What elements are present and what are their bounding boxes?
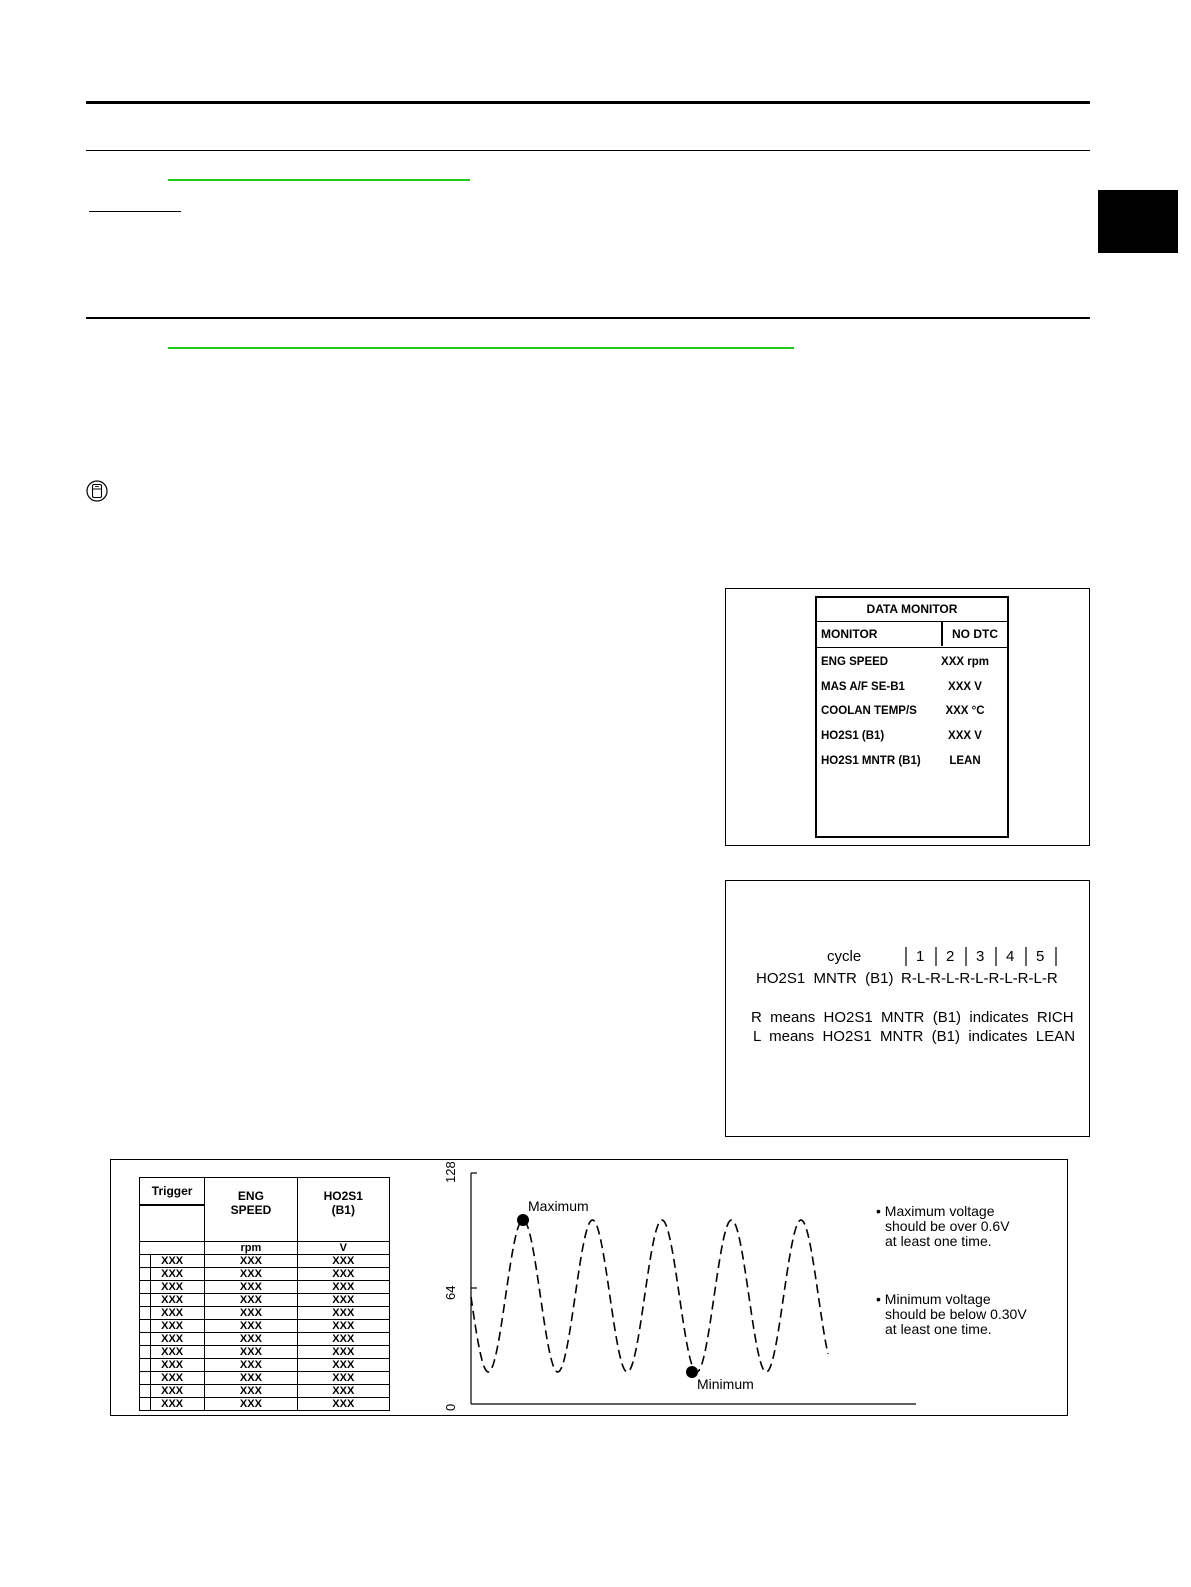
dtc-status: NO DTC (952, 627, 998, 641)
monitor-row (821, 726, 1005, 746)
waveform-plot (440, 1165, 920, 1415)
monitor-item-value: XXX V (948, 730, 982, 742)
cycle-label: cycle (827, 948, 862, 965)
monitor-name: HO2S1 MNTR (B1) (756, 970, 894, 987)
monitor-row (821, 701, 1005, 721)
trigger-unit (140, 1242, 205, 1255)
monitor-item-value: LEAN (949, 755, 981, 767)
table-row (140, 1398, 390, 1411)
monitor-item-value: XXX V (948, 681, 982, 693)
y-tick-label-0: 0 (443, 1403, 458, 1411)
reference-link-2[interactable] (168, 347, 794, 349)
table-cell: XXX (297, 1255, 389, 1268)
trigger-header: Trigger (140, 1178, 205, 1242)
rich-legend: R means HO2S1 MNTR (B1) indicates RICH (751, 1009, 1074, 1026)
max-voltage-note: • Maximum voltage should be over 0.6V at least one time. (876, 1203, 1010, 1249)
note-underline (89, 211, 181, 212)
maximum-label: Maximum (528, 1198, 589, 1214)
connector-icon (86, 480, 108, 502)
minimum-label: Minimum (697, 1376, 754, 1392)
table-cell: XXX (297, 1398, 389, 1411)
table-cell: XXX (205, 1333, 297, 1346)
monitor-row (821, 751, 1005, 771)
table-cell: XXX (205, 1255, 297, 1268)
table-row (140, 1359, 390, 1372)
ho2s1-header: HO2S1 (B1) (297, 1178, 389, 1242)
table-cell: XXX (140, 1385, 205, 1398)
data-monitor-title: DATA MONITOR (817, 598, 1007, 622)
cycle-number: 5 (1036, 948, 1045, 965)
table-cell: XXX (205, 1385, 297, 1398)
table-cell: XXX (297, 1346, 389, 1359)
table-row (140, 1346, 390, 1359)
table-cell: XXX (140, 1281, 205, 1294)
reference-link-1[interactable] (168, 179, 470, 181)
table-row (140, 1333, 390, 1346)
y-tick-label-128: 128 (443, 1161, 458, 1183)
monitor-item-label: COOLAN TEMP/S (821, 705, 917, 717)
table-cell: XXX (205, 1268, 297, 1281)
table-cell: XXX (205, 1294, 297, 1307)
sine-waveform (471, 1220, 828, 1372)
table-cell: XXX (297, 1359, 389, 1372)
table-cell: XXX (140, 1333, 205, 1346)
min-voltage-note: • Minimum voltage should be below 0.30V at least one time. (876, 1291, 1027, 1337)
table-cell: XXX (297, 1333, 389, 1346)
cycle-number: 3 (976, 948, 985, 965)
cycle-number: 1 (916, 948, 925, 965)
volt-unit: V (297, 1242, 389, 1255)
monitor-item-value: XXX °C (945, 705, 985, 717)
table-cell: XXX (297, 1307, 389, 1320)
cycle-number: 2 (946, 948, 955, 965)
table-row (140, 1307, 390, 1320)
section-tab (1098, 190, 1178, 253)
table-cell: XXX (205, 1359, 297, 1372)
data-monitor-screen (815, 596, 1009, 838)
table-cell: XXX (297, 1372, 389, 1385)
table-cell: XXX (140, 1307, 205, 1320)
trigger-table (139, 1177, 390, 1411)
table-cell: XXX (205, 1307, 297, 1320)
monitor-row (821, 652, 1005, 672)
table-cell: XXX (205, 1346, 297, 1359)
table-row (140, 1294, 390, 1307)
table-cell: XXX (297, 1320, 389, 1333)
table-cell: XXX (297, 1385, 389, 1398)
table-cell: XXX (297, 1268, 389, 1281)
table-row (140, 1255, 390, 1268)
rich-lean-sequence: R-L-R-L-R-L-R-L-R-L-R (901, 970, 1058, 987)
table-cell: XXX (140, 1372, 205, 1385)
monitor-item-label: ENG SPEED (821, 656, 889, 668)
maximum-point (517, 1214, 529, 1226)
cycle-number: 4 (1006, 948, 1015, 965)
table-cell: XXX (140, 1359, 205, 1372)
monitor-item-value: XXX rpm (941, 656, 989, 668)
table-cell: XXX (297, 1281, 389, 1294)
table-cell: XXX (140, 1398, 205, 1411)
monitor-row (821, 677, 1005, 697)
table-cell: XXX (140, 1320, 205, 1333)
lean-legend: L means HO2S1 MNTR (B1) indicates LEAN (753, 1028, 1076, 1045)
table-cell: XXX (205, 1320, 297, 1333)
monitor-item-label: HO2S1 (B1) (821, 730, 885, 742)
table-cell: XXX (140, 1346, 205, 1359)
table-row (140, 1385, 390, 1398)
table-row (140, 1268, 390, 1281)
table-cell: XXX (205, 1398, 297, 1411)
table-row (140, 1372, 390, 1385)
table-row (140, 1281, 390, 1294)
section-rule-1 (86, 150, 1090, 151)
table-cell: XXX (140, 1268, 205, 1281)
monitor-label: MONITOR (821, 627, 878, 641)
y-tick-label-64: 64 (443, 1285, 458, 1300)
table-row (140, 1320, 390, 1333)
table-cell: XXX (140, 1255, 205, 1268)
eng-speed-header: ENG SPEED (205, 1178, 297, 1242)
table-cell: XXX (205, 1372, 297, 1385)
monitor-item-label: HO2S1 MNTR (B1) (821, 755, 921, 767)
table-cell: XXX (205, 1281, 297, 1294)
monitor-item-label: MAS A/F SE-B1 (821, 681, 905, 693)
data-monitor-header (817, 622, 1007, 648)
section-rule-2 (86, 317, 1090, 319)
header-rule (86, 101, 1090, 104)
table-cell: XXX (140, 1294, 205, 1307)
table-cell: XXX (297, 1294, 389, 1307)
rpm-unit: rpm (205, 1242, 297, 1255)
